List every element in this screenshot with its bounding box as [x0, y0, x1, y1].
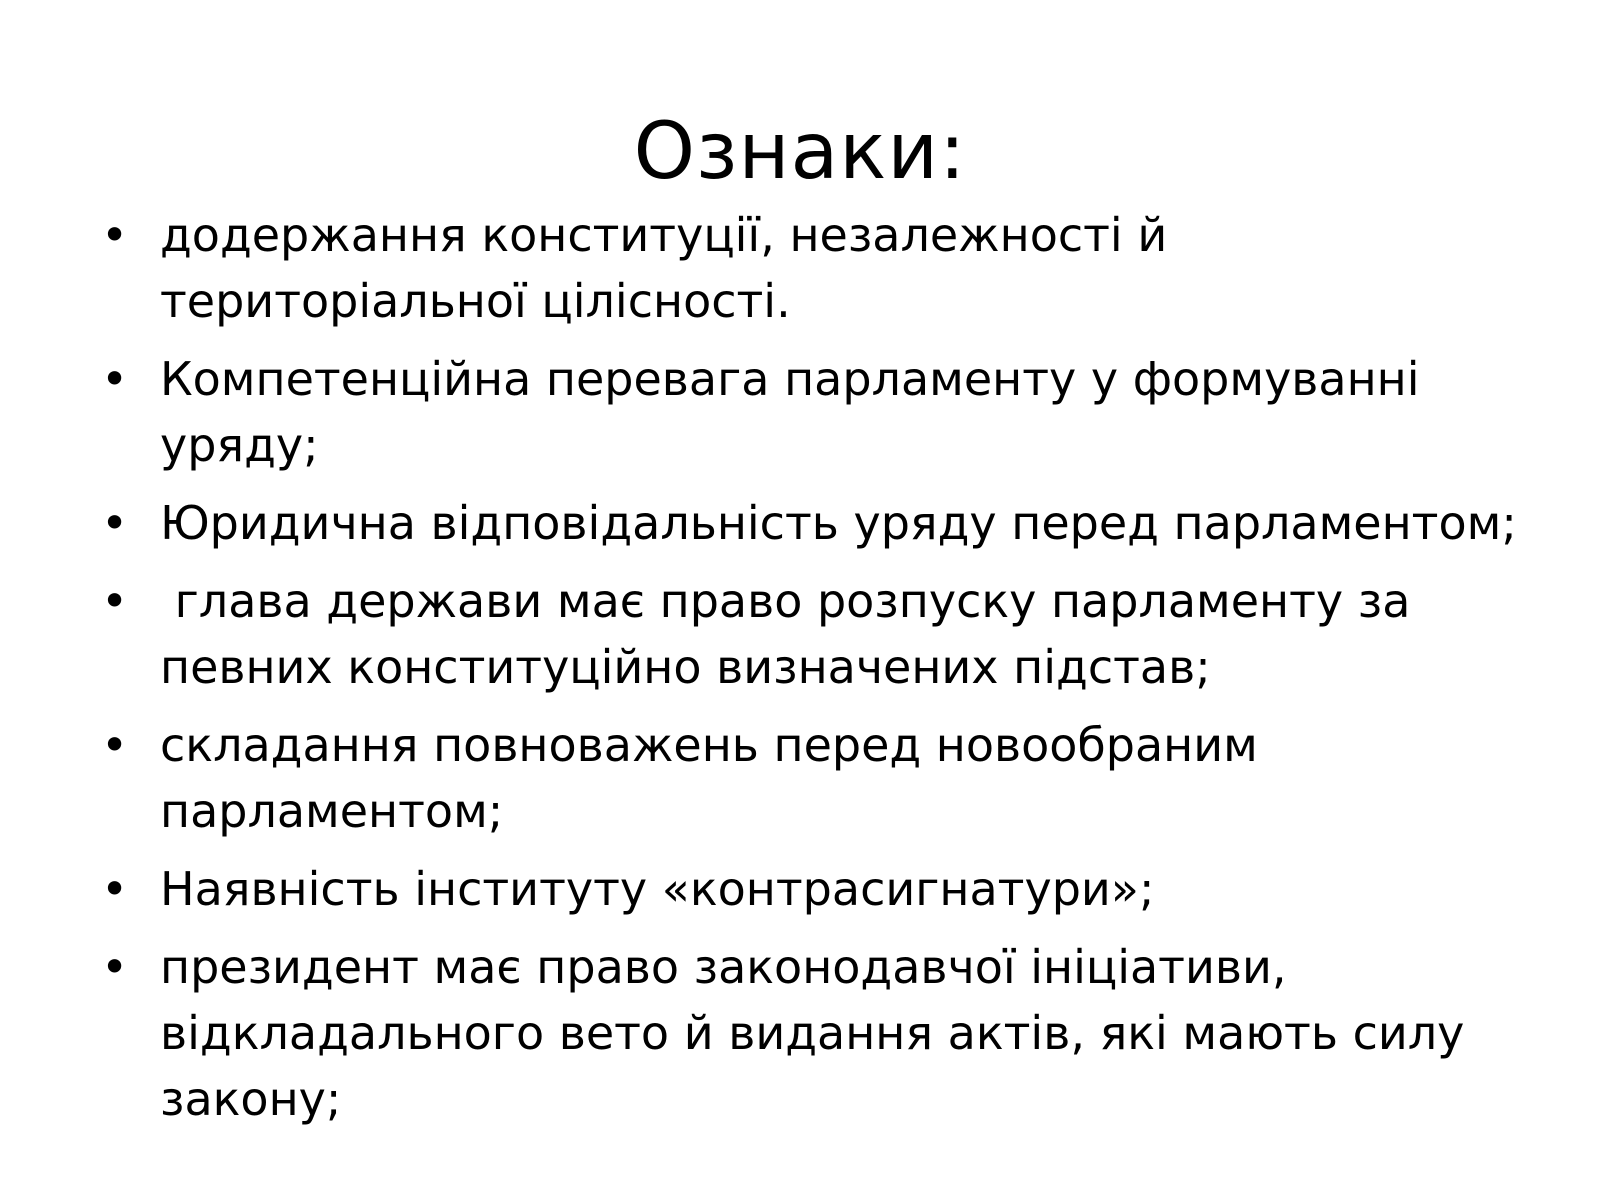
- bullet-icon: •: [101, 352, 129, 406]
- bullet-icon: •: [101, 718, 129, 772]
- list-item-text: президент має право законодавчої ініціативи, відкладального вето й видання актів, які мають силу закону;: [160, 940, 1479, 1126]
- list-item-text: Наявність інституту «контрасигнатури»;: [160, 862, 1155, 916]
- list-item: [0, 346, 1600, 478]
- slide-title: Ознаки:: [633, 107, 967, 197]
- list-item-text: додержання конституції, незалежності й територіальної цілісності.: [160, 208, 1182, 328]
- list-item: [0, 490, 1600, 556]
- list-item: [0, 934, 1600, 1132]
- bullet-icon: •: [101, 208, 129, 262]
- bullet-list: [0, 202, 1600, 1144]
- list-item: [0, 568, 1600, 700]
- bullet-icon: •: [101, 574, 129, 628]
- list-item: [0, 712, 1600, 844]
- list-item-text: складання повноважень перед новообраним парламентом;: [160, 718, 1273, 838]
- list-item-text: Компетенційна перевага парламенту у формуванні уряду;: [160, 352, 1435, 472]
- bullet-icon: •: [101, 940, 129, 994]
- bullet-icon: •: [101, 496, 129, 550]
- list-item: [0, 856, 1600, 922]
- bullet-icon: •: [101, 862, 129, 916]
- list-item: [0, 202, 1600, 334]
- list-item-text: Юридична відповідальність уряду перед парламентом;: [160, 496, 1517, 550]
- list-item-text: глава держави має право розпуску парламенту за певних конституційно визначених підстав;: [160, 574, 1426, 694]
